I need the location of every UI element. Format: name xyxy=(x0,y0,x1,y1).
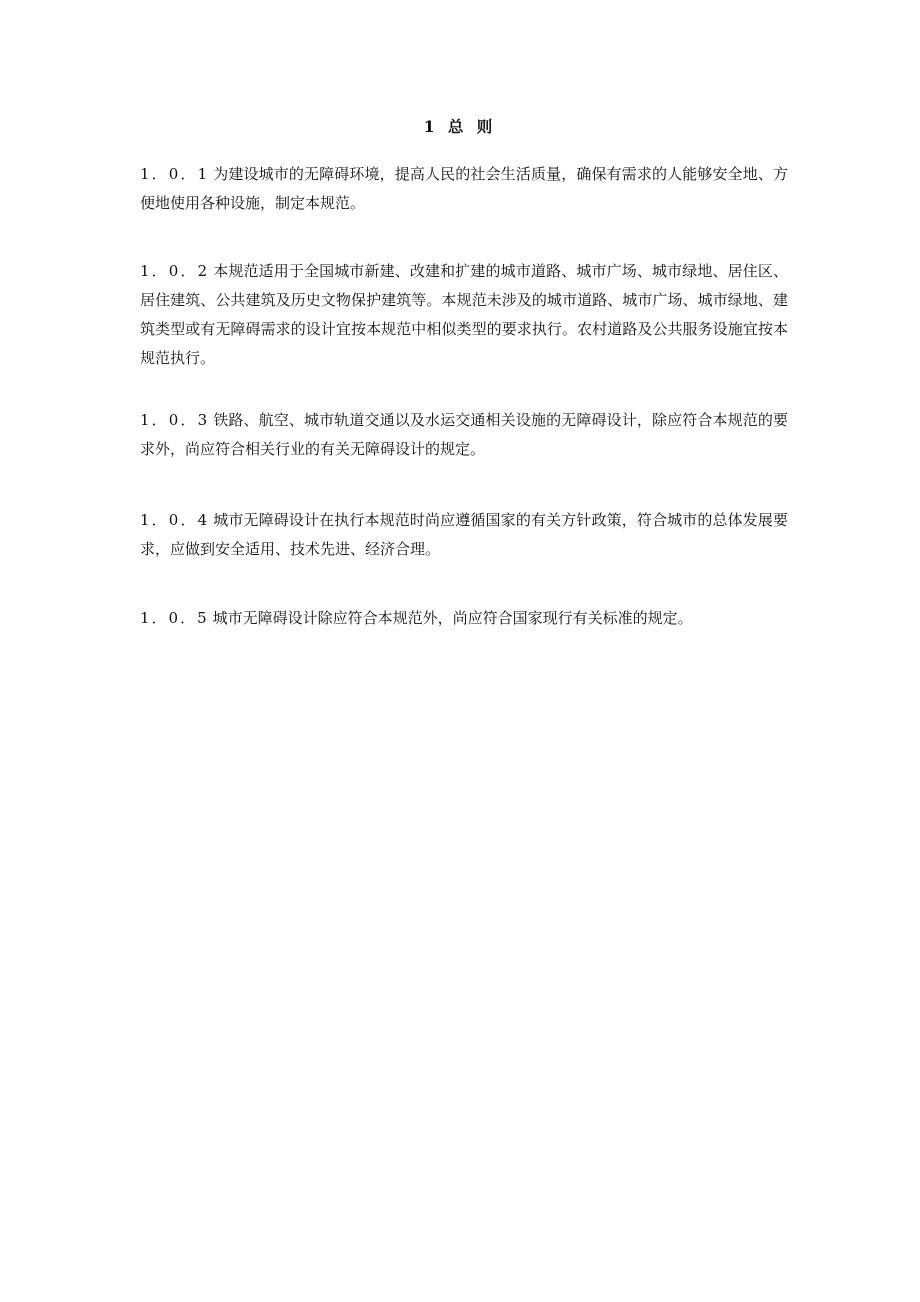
clause-1-0-3 xyxy=(140,406,788,464)
clause-number: 1．0．3 xyxy=(140,411,210,429)
clause-number: 1．0．2 xyxy=(140,262,210,280)
clause-1-0-1 xyxy=(140,160,788,218)
clause-number: 1．0．1 xyxy=(140,165,210,183)
clause-text: 城市无障碍设计除应符合本规范外，尚应符合国家现行有关标准的规定。 xyxy=(212,609,693,627)
clause-1-0-4 xyxy=(140,506,788,564)
clause-text: 本规范适用于全国城市新建、改建和扩建的城市道路、城市广场、城市绿地、居住区、居住建筑、公共建筑及历史文物保护建筑等。本规范未涉及的城市道路、城市广场、城市绿地、建筑类型或有无障碍需求的设计宜按本规范中相似类型的要求执行。农村道路及公共服务设施宜按本规范执行。 xyxy=(140,262,788,367)
clause-1-0-2 xyxy=(140,257,788,373)
clause-number: 1．0．5 xyxy=(140,609,209,627)
clause-1-0-5 xyxy=(140,604,788,633)
chapter-title: 1 总 则 xyxy=(423,117,497,136)
clause-text: 为建设城市的无障碍环境，提高人民的社会生活质量，确保有需求的人能够安全地、方便地使用各种设施，制定本规范。 xyxy=(140,165,788,212)
clause-text: 铁路、航空、城市轨道交通以及水运交通相关设施的无障碍设计，除应符合本规范的要求外，尚应符合相关行业的有关无障碍设计的规定。 xyxy=(140,411,788,458)
clause-text: 城市无障碍设计在执行本规范时尚应遵循国家的有关方针政策，符合城市的总体发展要求，应做到安全适用、技术先进、经济合理。 xyxy=(140,511,788,558)
clause-number: 1．0．4 xyxy=(140,511,210,529)
